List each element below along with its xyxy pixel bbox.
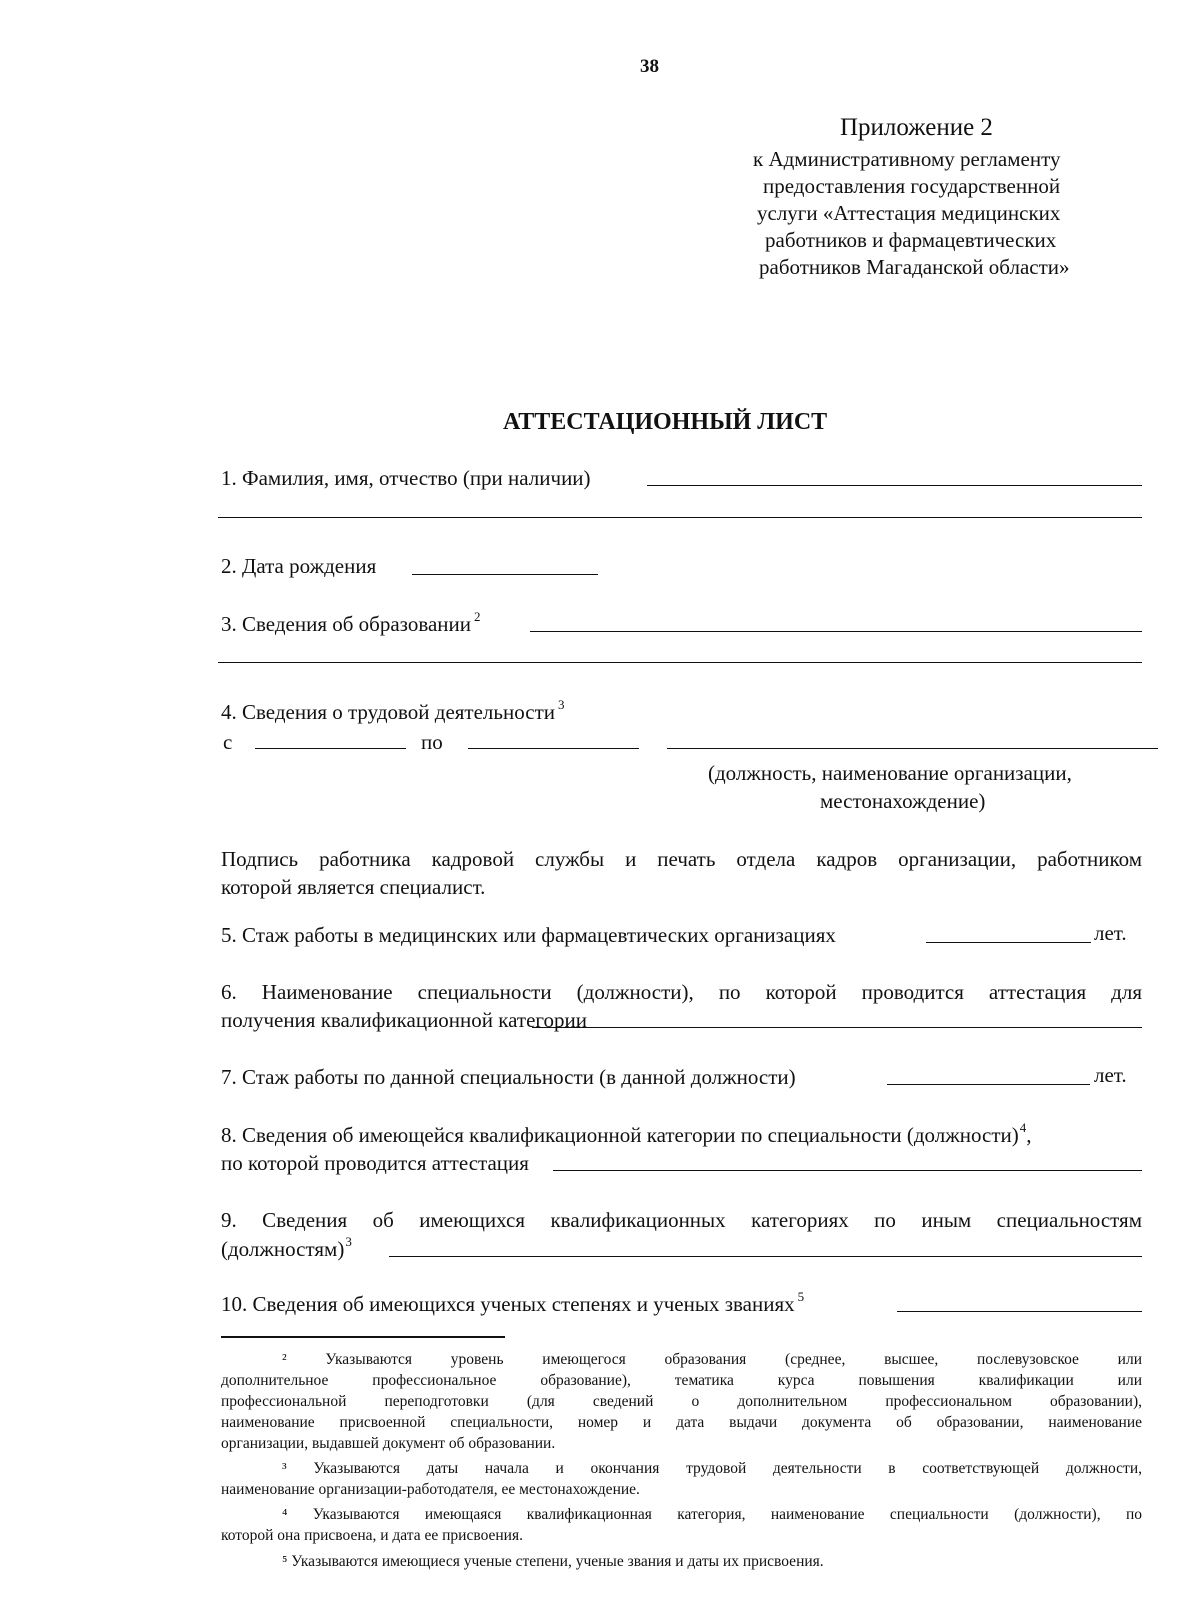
field-current-category-label: по которой проводится аттестация	[221, 1151, 529, 1175]
field-current-category-label: 8. Сведения об имеющейся квалификационной категории по специальности (должности)$^4$,	[221, 1120, 1032, 1147]
footnote-5: ⁵ Указываются имеющиеся ученые степени, ученые звания и даты их присвоения.	[282, 1553, 824, 1570]
appendix-line: работников и фармацевтических	[765, 228, 1057, 252]
appendix-line: к Административному регламенту	[753, 147, 1061, 171]
appendix-line: работников Магаданской области»	[759, 255, 1070, 279]
field-education-line[interactable]	[530, 631, 1142, 632]
signature-note: Подпись работника кадровой службы и печать отдела кадров организации, работником	[221, 847, 1142, 871]
page-number: 38	[640, 56, 659, 77]
years-unit: лет.	[1094, 1063, 1127, 1087]
field-other-categories-line[interactable]	[389, 1256, 1142, 1257]
footnote-ref: 3	[557, 697, 565, 712]
footnote-ref: 2	[474, 609, 481, 624]
footnote-2: профессиональной переподготовки (для сведений о дополнительном профессиональном образовании),	[221, 1393, 1142, 1410]
footnote-2: организации, выдавшей документ об образовании.	[221, 1435, 556, 1452]
position-caption: (должность, наименование организации,	[708, 761, 1072, 785]
footnote-2: ² Указываются уровень имеющегося образования (среднее, высшее, послевузовское или	[282, 1351, 1142, 1368]
footnote-ref: 4	[1019, 1120, 1027, 1135]
field-other-categories-label: (должностям)$^3$	[221, 1234, 352, 1261]
field-specialty-experience-line[interactable]	[887, 1084, 1090, 1085]
field-medical-experience-line[interactable]	[926, 942, 1091, 943]
footnote-ref: 5	[797, 1289, 805, 1304]
field-academic-degrees-label: 10. Сведения об имеющихся ученых степенях и ученых званиях $^5$	[221, 1289, 805, 1316]
field-medical-experience-label: 5. Стаж работы в медицинских или фармацевтических организациях	[221, 923, 836, 947]
field-specialty-label: получения квалификационной категории	[221, 1008, 587, 1032]
field-specialty-line[interactable]	[532, 1027, 1142, 1028]
years-unit: лет.	[1094, 921, 1127, 945]
signature-note: которой является специалист.	[221, 875, 486, 899]
footnote-separator	[221, 1336, 505, 1338]
field-birth-date-line[interactable]	[412, 574, 598, 575]
footnote-ref: 3	[345, 1234, 352, 1249]
footnote-2: дополнительное профессиональное образование), тематика курса повышения квалификации или	[221, 1372, 1142, 1389]
field-birth-date-label: 2. Дата рождения	[221, 554, 377, 578]
field-work-to-line[interactable]	[468, 748, 639, 749]
field-full-name-line[interactable]	[647, 485, 1142, 486]
appendix-line: услуги «Аттестация медицинских	[757, 201, 1061, 225]
field-other-categories-label: 9. Сведения об имеющихся квалификационных категориях по иным специальностям	[221, 1208, 1142, 1232]
field-work-from-label: с	[223, 730, 233, 754]
field-specialty-label: 6. Наименование специальности (должности), по которой проводится аттестация для	[221, 980, 1142, 1004]
position-caption: местонахождение)	[820, 789, 986, 813]
field-work-to-label: по	[421, 730, 443, 754]
field-current-category-line[interactable]	[553, 1170, 1142, 1171]
appendix-line: предоставления государственной	[763, 174, 1061, 198]
field-education-label: 3. Сведения об образовании $^2$	[221, 609, 481, 636]
footnote-2: наименование присвоенной специальности, номер и дата выдачи документа об образовании, наименование	[221, 1414, 1142, 1431]
document-heading: АТТЕСТАЦИОННЫЙ ЛИСТ	[503, 409, 828, 435]
field-full-name-label: 1. Фамилия, имя, отчество (при наличии)	[221, 466, 591, 490]
field-position-line[interactable]	[667, 748, 1158, 749]
field-academic-degrees-line[interactable]	[897, 1311, 1142, 1312]
field-specialty-experience-label: 7. Стаж работы по данной специальности (в данной должности)	[221, 1065, 796, 1089]
field-education-line-2[interactable]	[218, 662, 1142, 663]
footnote-4: которой она присвоена, и дата ее присвоения.	[221, 1527, 523, 1544]
footnote-3: ³ Указываются даты начала и окончания трудовой деятельности в соответствующей должности,	[282, 1460, 1142, 1477]
footnote-4: ⁴ Указываются имеющаяся квалификационная категория, наименование специальности (должности), по	[282, 1506, 1142, 1523]
field-full-name-line-2[interactable]	[218, 517, 1142, 518]
field-work-history-label: 4. Сведения о трудовой деятельности $^3$	[221, 697, 565, 724]
footnote-3: наименование организации-работодателя, ее местонахождение.	[221, 1481, 640, 1498]
field-work-from-line[interactable]	[255, 748, 406, 749]
appendix-title: Приложение 2	[840, 114, 993, 141]
